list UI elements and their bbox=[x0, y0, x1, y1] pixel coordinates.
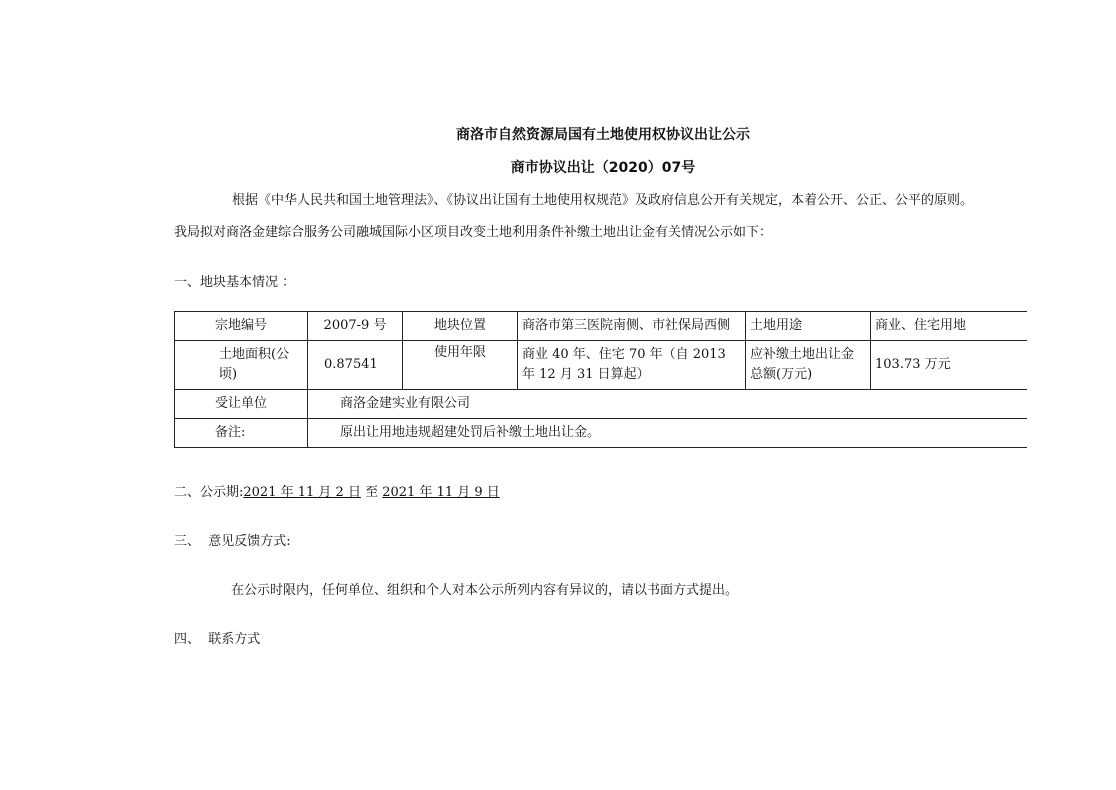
value-use-term: 商业 40 年、住宅 70 年（自 2013 年 12 月 31 日算起） bbox=[518, 341, 746, 390]
value-land-area: 0.87541 bbox=[308, 341, 403, 390]
notice-end-date: 2021 年 11 月 9 日 bbox=[382, 485, 500, 500]
notice-to-word: 至 bbox=[360, 485, 383, 500]
value-parcel-location: 商洛市第三医院南侧、市社保局西侧 bbox=[518, 312, 746, 341]
section-3-heading: 三、 意见反馈方式: bbox=[174, 534, 291, 549]
intro-paragraph-line-1: 根据《中华人民共和国土地管理法》、《协议出让国有土地使用权规范》及政府信息公开有关规定，本着公开、公正、公平的原则。 bbox=[232, 193, 974, 208]
label-parcel-number: 宗地编号 bbox=[175, 312, 308, 341]
page-title: 商洛市自然资源局国有土地使用权协议出让公示 bbox=[456, 127, 750, 143]
value-land-use: 商业、住宅用地 bbox=[871, 312, 1027, 341]
notice-start-date: 2021 年 11 月 2 日 bbox=[243, 485, 361, 500]
document-number: 商市协议出让（2020）07号 bbox=[510, 160, 696, 176]
value-parcel-number: 2007-9 号 bbox=[308, 312, 403, 341]
label-remark: 备注: bbox=[175, 419, 308, 448]
label-grantee: 受让单位 bbox=[175, 390, 308, 419]
label-land-area: 土地面积(公顷) bbox=[175, 341, 308, 390]
table-row bbox=[175, 419, 1027, 448]
label-parcel-location: 地块位置 bbox=[403, 312, 518, 341]
label-use-term: 使用年限 bbox=[403, 341, 518, 390]
value-grantee: 商洛金建实业有限公司 bbox=[308, 390, 1027, 419]
table-row bbox=[175, 312, 1027, 341]
section-4-heading: 四、 联系方式 bbox=[174, 632, 261, 647]
label-land-use: 土地用途 bbox=[746, 312, 871, 341]
section-2-notice-period bbox=[174, 481, 500, 500]
value-fee-total: 103.73 万元 bbox=[871, 341, 1027, 390]
parcel-info-table bbox=[174, 311, 1027, 448]
label-fee-total: 应补缴土地出让金总额(万元) bbox=[746, 341, 871, 390]
table-row bbox=[175, 341, 1027, 390]
intro-paragraph-line-2: 我局拟对商洛金建综合服务公司融城国际小区项目改变土地利用条件补缴土地出让金有关情况公示如下： bbox=[174, 225, 773, 240]
section-2-prefix: 二、公示期: bbox=[174, 485, 244, 500]
section-1-heading: 一、地块基本情况 ： bbox=[174, 275, 296, 290]
section-3-body: 在公示时限内，任何单位、组织和个人对本公示所列内容有异议的，请以书面方式提出。 bbox=[231, 583, 739, 598]
table-row bbox=[175, 390, 1027, 419]
value-remark: 原出让用地违规超建处罚后补缴土地出让金。 bbox=[308, 419, 1027, 448]
